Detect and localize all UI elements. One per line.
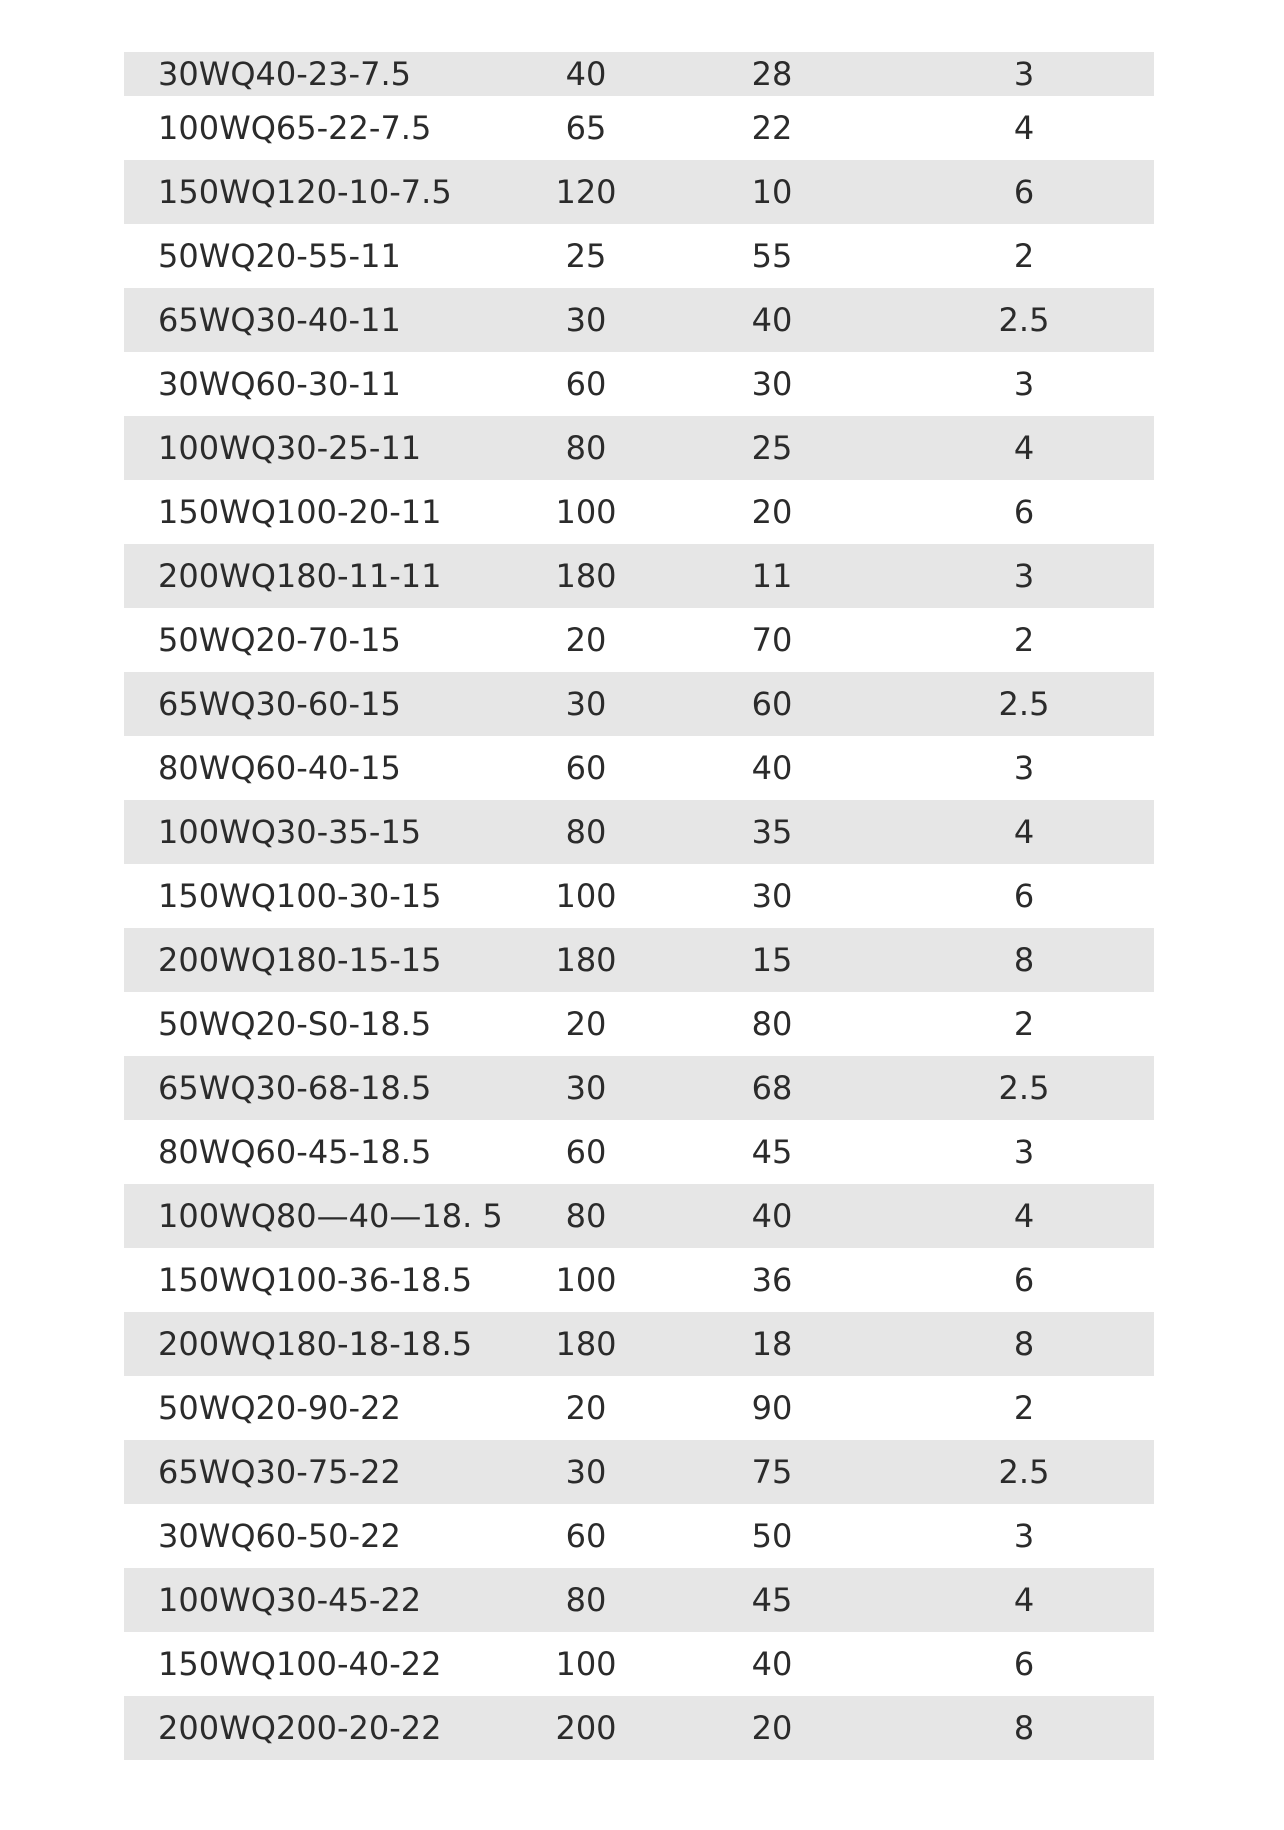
- flow-cell: 100: [555, 1645, 617, 1683]
- flow-cell: 100: [555, 1261, 617, 1299]
- value-cell: 4: [1013, 813, 1035, 851]
- table-row: [124, 160, 1154, 224]
- model-cell: 150WQ100-36-18.5: [158, 1261, 473, 1299]
- head-cell: 36: [751, 1261, 793, 1299]
- head-cell: 45: [751, 1133, 793, 1171]
- head-cell: 68: [751, 1069, 793, 1107]
- value-cell: 4: [1013, 1581, 1035, 1619]
- model-cell: 80WQ60-45-18.5: [158, 1133, 432, 1171]
- table-row: [124, 1248, 1154, 1312]
- head-cell: 35: [751, 813, 793, 851]
- flow-cell: 30: [565, 1069, 607, 1107]
- flow-cell: 40: [565, 55, 607, 93]
- table-row: [124, 288, 1154, 352]
- model-cell: 50WQ20-70-15: [158, 621, 401, 659]
- table-row: [124, 672, 1154, 736]
- head-cell: 55: [751, 237, 793, 275]
- table-row: [124, 480, 1154, 544]
- head-cell: 10: [751, 173, 793, 211]
- value-cell: 3: [1013, 557, 1035, 595]
- flow-cell: 60: [565, 749, 607, 787]
- table-row: [124, 800, 1154, 864]
- model-cell: 50WQ20-90-22: [158, 1389, 401, 1427]
- value-cell: 6: [1013, 1261, 1035, 1299]
- head-cell: 20: [751, 1709, 793, 1747]
- model-cell: 200WQ180-15-15: [158, 941, 442, 979]
- head-cell: 70: [751, 621, 793, 659]
- model-cell: 150WQ100-30-15: [158, 877, 442, 915]
- flow-cell: 80: [565, 813, 607, 851]
- head-cell: 15: [751, 941, 793, 979]
- model-cell: 65WQ30-68-18.5: [158, 1069, 432, 1107]
- head-cell: 40: [751, 301, 793, 339]
- table-row: [124, 224, 1154, 288]
- value-cell: 2.5: [998, 1453, 1050, 1491]
- head-cell: 30: [751, 877, 793, 915]
- value-cell: 2: [1013, 237, 1035, 275]
- model-cell: 150WQ100-40-22: [158, 1645, 442, 1683]
- flow-cell: 80: [565, 1581, 607, 1619]
- head-cell: 90: [751, 1389, 793, 1427]
- head-cell: 28: [751, 55, 793, 93]
- value-cell: 4: [1013, 429, 1035, 467]
- head-cell: 11: [751, 557, 793, 595]
- flow-cell: 65: [565, 109, 607, 147]
- model-cell: 50WQ20-S0-18.5: [158, 1005, 432, 1043]
- table-row: [124, 608, 1154, 672]
- table-row: [124, 1056, 1154, 1120]
- table-row: [124, 736, 1154, 800]
- model-cell: 80WQ60-40-15: [158, 749, 401, 787]
- model-cell: 65WQ30-60-15: [158, 685, 401, 723]
- table-row: [124, 992, 1154, 1056]
- model-cell: 100WQ65-22-7.5: [158, 109, 432, 147]
- model-cell: 200WQ180-11-11: [158, 557, 442, 595]
- head-cell: 45: [751, 1581, 793, 1619]
- flow-cell: 25: [565, 237, 607, 275]
- value-cell: 3: [1013, 365, 1035, 403]
- flow-cell: 30: [565, 301, 607, 339]
- flow-cell: 100: [555, 493, 617, 531]
- model-cell: 65WQ30-40-11: [158, 301, 401, 339]
- table-row: [124, 1376, 1154, 1440]
- table-row: [124, 1184, 1154, 1248]
- head-cell: 40: [751, 1197, 793, 1235]
- value-cell: 2: [1013, 1005, 1035, 1043]
- table-row: [124, 1504, 1154, 1568]
- flow-cell: 100: [555, 877, 617, 915]
- head-cell: 60: [751, 685, 793, 723]
- table-row: [124, 1440, 1154, 1504]
- model-cell: 65WQ30-75-22: [158, 1453, 401, 1491]
- table-row: [124, 416, 1154, 480]
- value-cell: 4: [1013, 1197, 1035, 1235]
- model-cell: 30WQ40-23-7.5: [158, 55, 411, 93]
- head-cell: 18: [751, 1325, 793, 1363]
- flow-cell: 60: [565, 365, 607, 403]
- flow-cell: 180: [555, 1325, 617, 1363]
- head-cell: 20: [751, 493, 793, 531]
- value-cell: 3: [1013, 55, 1035, 93]
- flow-cell: 80: [565, 429, 607, 467]
- flow-cell: 180: [555, 941, 617, 979]
- table-row: [124, 96, 1154, 160]
- value-cell: 6: [1013, 173, 1035, 211]
- head-cell: 40: [751, 1645, 793, 1683]
- head-cell: 22: [751, 109, 793, 147]
- spec-table: [124, 52, 1154, 1760]
- model-cell: 50WQ20-55-11: [158, 237, 401, 275]
- table-row: [124, 1696, 1154, 1760]
- flow-cell: 120: [555, 173, 617, 211]
- flow-cell: 30: [565, 685, 607, 723]
- value-cell: 3: [1013, 1517, 1035, 1555]
- head-cell: 75: [751, 1453, 793, 1491]
- table-row: [124, 1312, 1154, 1376]
- value-cell: 2.5: [998, 685, 1050, 723]
- value-cell: 2: [1013, 621, 1035, 659]
- head-cell: 80: [751, 1005, 793, 1043]
- head-cell: 50: [751, 1517, 793, 1555]
- value-cell: 6: [1013, 493, 1035, 531]
- model-cell: 100WQ30-45-22: [158, 1581, 422, 1619]
- model-cell: 100WQ30-25-11: [158, 429, 422, 467]
- flow-cell: 20: [565, 621, 607, 659]
- head-cell: 40: [751, 749, 793, 787]
- value-cell: 8: [1013, 1709, 1035, 1747]
- model-cell: 30WQ60-30-11: [158, 365, 401, 403]
- flow-cell: 200: [555, 1709, 617, 1747]
- table-row: [124, 1568, 1154, 1632]
- model-cell: 30WQ60-50-22: [158, 1517, 401, 1555]
- flow-cell: 20: [565, 1389, 607, 1427]
- value-cell: 2.5: [998, 1069, 1050, 1107]
- value-cell: 3: [1013, 1133, 1035, 1171]
- model-cell: 100WQ30-35-15: [158, 813, 422, 851]
- head-cell: 30: [751, 365, 793, 403]
- model-cell: 100WQ80—40—18. 5: [158, 1197, 503, 1235]
- value-cell: 2: [1013, 1389, 1035, 1427]
- table-row: [124, 928, 1154, 992]
- model-cell: 150WQ100-20-11: [158, 493, 442, 531]
- table-row: [124, 544, 1154, 608]
- model-cell: 200WQ180-18-18.5: [158, 1325, 473, 1363]
- table-row: [124, 1120, 1154, 1184]
- value-cell: 3: [1013, 749, 1035, 787]
- table-row: [124, 1632, 1154, 1696]
- flow-cell: 30: [565, 1453, 607, 1491]
- value-cell: 8: [1013, 941, 1035, 979]
- table-row: [124, 864, 1154, 928]
- value-cell: 4: [1013, 109, 1035, 147]
- table-row: [124, 52, 1154, 96]
- value-cell: 6: [1013, 877, 1035, 915]
- flow-cell: 20: [565, 1005, 607, 1043]
- flow-cell: 80: [565, 1197, 607, 1235]
- value-cell: 2.5: [998, 301, 1050, 339]
- flow-cell: 60: [565, 1133, 607, 1171]
- model-cell: 200WQ200-20-22: [158, 1709, 442, 1747]
- flow-cell: 60: [565, 1517, 607, 1555]
- value-cell: 8: [1013, 1325, 1035, 1363]
- table-row: [124, 352, 1154, 416]
- model-cell: 150WQ120-10-7.5: [158, 173, 452, 211]
- value-cell: 6: [1013, 1645, 1035, 1683]
- flow-cell: 180: [555, 557, 617, 595]
- head-cell: 25: [751, 429, 793, 467]
